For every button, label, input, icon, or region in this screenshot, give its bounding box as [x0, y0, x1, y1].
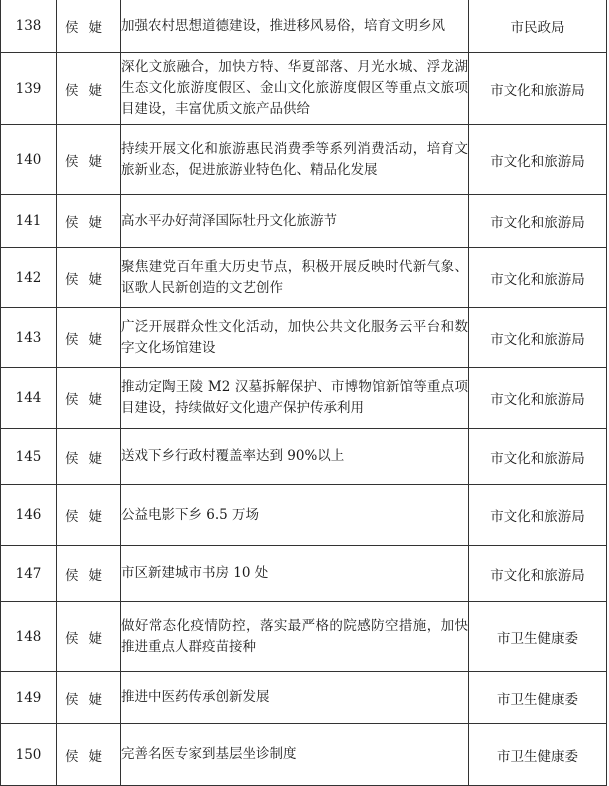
responsible-department: 市卫生健康委	[469, 602, 607, 672]
task-description: 深化文旅融合，加快方特、华夏部落、月光水城、浮龙湖生态文化旅游度假区、金山文化旅游度假区等重点文旅项目建设，丰富优质文旅产品供给	[121, 53, 469, 125]
row-number: 139	[1, 53, 57, 125]
table-row	[1, 546, 607, 602]
leader-name: 侯婕	[57, 53, 121, 125]
task-description: 推动定陶王陵 M2 汉墓拆解保护、市博物馆新馆等重点项目建设，持续做好文化遗产保护传承利用	[121, 368, 469, 429]
row-number: 140	[1, 125, 57, 195]
task-table-body	[1, 0, 607, 786]
table-row	[1, 125, 607, 195]
row-number: 142	[1, 248, 57, 308]
leader-name: 侯婕	[57, 724, 121, 786]
table-row	[1, 724, 607, 786]
table-row	[1, 0, 607, 53]
responsible-department: 市文化和旅游局	[469, 368, 607, 429]
responsible-department: 市文化和旅游局	[469, 125, 607, 195]
responsible-department: 市文化和旅游局	[469, 53, 607, 125]
row-number: 143	[1, 308, 57, 368]
leader-name: 侯婕	[57, 0, 121, 53]
row-number: 141	[1, 195, 57, 248]
leader-name: 侯婕	[57, 368, 121, 429]
table-row	[1, 248, 607, 308]
row-number: 149	[1, 672, 57, 724]
table-row	[1, 672, 607, 724]
task-description: 市区新建城市书房 10 处	[121, 546, 469, 602]
task-description: 做好常态化疫情防控，落实最严格的院感防空措施，加快推进重点人群疫苗接种	[121, 602, 469, 672]
task-description: 推进中医药传承创新发展	[121, 672, 469, 724]
responsible-department: 市文化和旅游局	[469, 485, 607, 546]
task-description: 广泛开展群众性文化活动，加快公共文化服务云平台和数字文化场馆建设	[121, 308, 469, 368]
leader-name: 侯婕	[57, 195, 121, 248]
leader-name: 侯婕	[57, 308, 121, 368]
task-description: 聚焦建党百年重大历史节点，积极开展反映时代新气象、讴歌人民新创造的文艺创作	[121, 248, 469, 308]
responsible-department: 市文化和旅游局	[469, 308, 607, 368]
task-description: 高水平办好菏泽国际牡丹文化旅游节	[121, 195, 469, 248]
table-row	[1, 308, 607, 368]
table-row	[1, 602, 607, 672]
row-number: 147	[1, 546, 57, 602]
row-number: 150	[1, 724, 57, 786]
leader-name: 侯婕	[57, 546, 121, 602]
responsible-department: 市民政局	[469, 0, 607, 53]
task-description: 完善名医专家到基层坐诊制度	[121, 724, 469, 786]
responsible-department: 市文化和旅游局	[469, 195, 607, 248]
task-description: 持续开展文化和旅游惠民消费季等系列消费活动，培育文旅新业态，促进旅游业特色化、精品化发展	[121, 125, 469, 195]
row-number: 145	[1, 429, 57, 485]
task-description: 送戏下乡行政村覆盖率达到 90%以上	[121, 429, 469, 485]
task-description: 公益电影下乡 6.5 万场	[121, 485, 469, 546]
leader-name: 侯婕	[57, 602, 121, 672]
leader-name: 侯婕	[57, 125, 121, 195]
row-number: 144	[1, 368, 57, 429]
leader-name: 侯婕	[57, 248, 121, 308]
row-number: 138	[1, 0, 57, 53]
responsible-department: 市卫生健康委	[469, 672, 607, 724]
row-number: 146	[1, 485, 57, 546]
row-number: 148	[1, 602, 57, 672]
responsible-department: 市卫生健康委	[469, 724, 607, 786]
table-row	[1, 368, 607, 429]
table-row	[1, 195, 607, 248]
responsible-department: 市文化和旅游局	[469, 429, 607, 485]
table-row	[1, 53, 607, 125]
table-row	[1, 429, 607, 485]
task-description: 加强农村思想道德建设，推进移风易俗，培育文明乡风	[121, 0, 469, 53]
responsible-department: 市文化和旅游局	[469, 248, 607, 308]
leader-name: 侯婕	[57, 485, 121, 546]
table-row	[1, 485, 607, 546]
leader-name: 侯婕	[57, 672, 121, 724]
responsible-department: 市文化和旅游局	[469, 546, 607, 602]
leader-name: 侯婕	[57, 429, 121, 485]
